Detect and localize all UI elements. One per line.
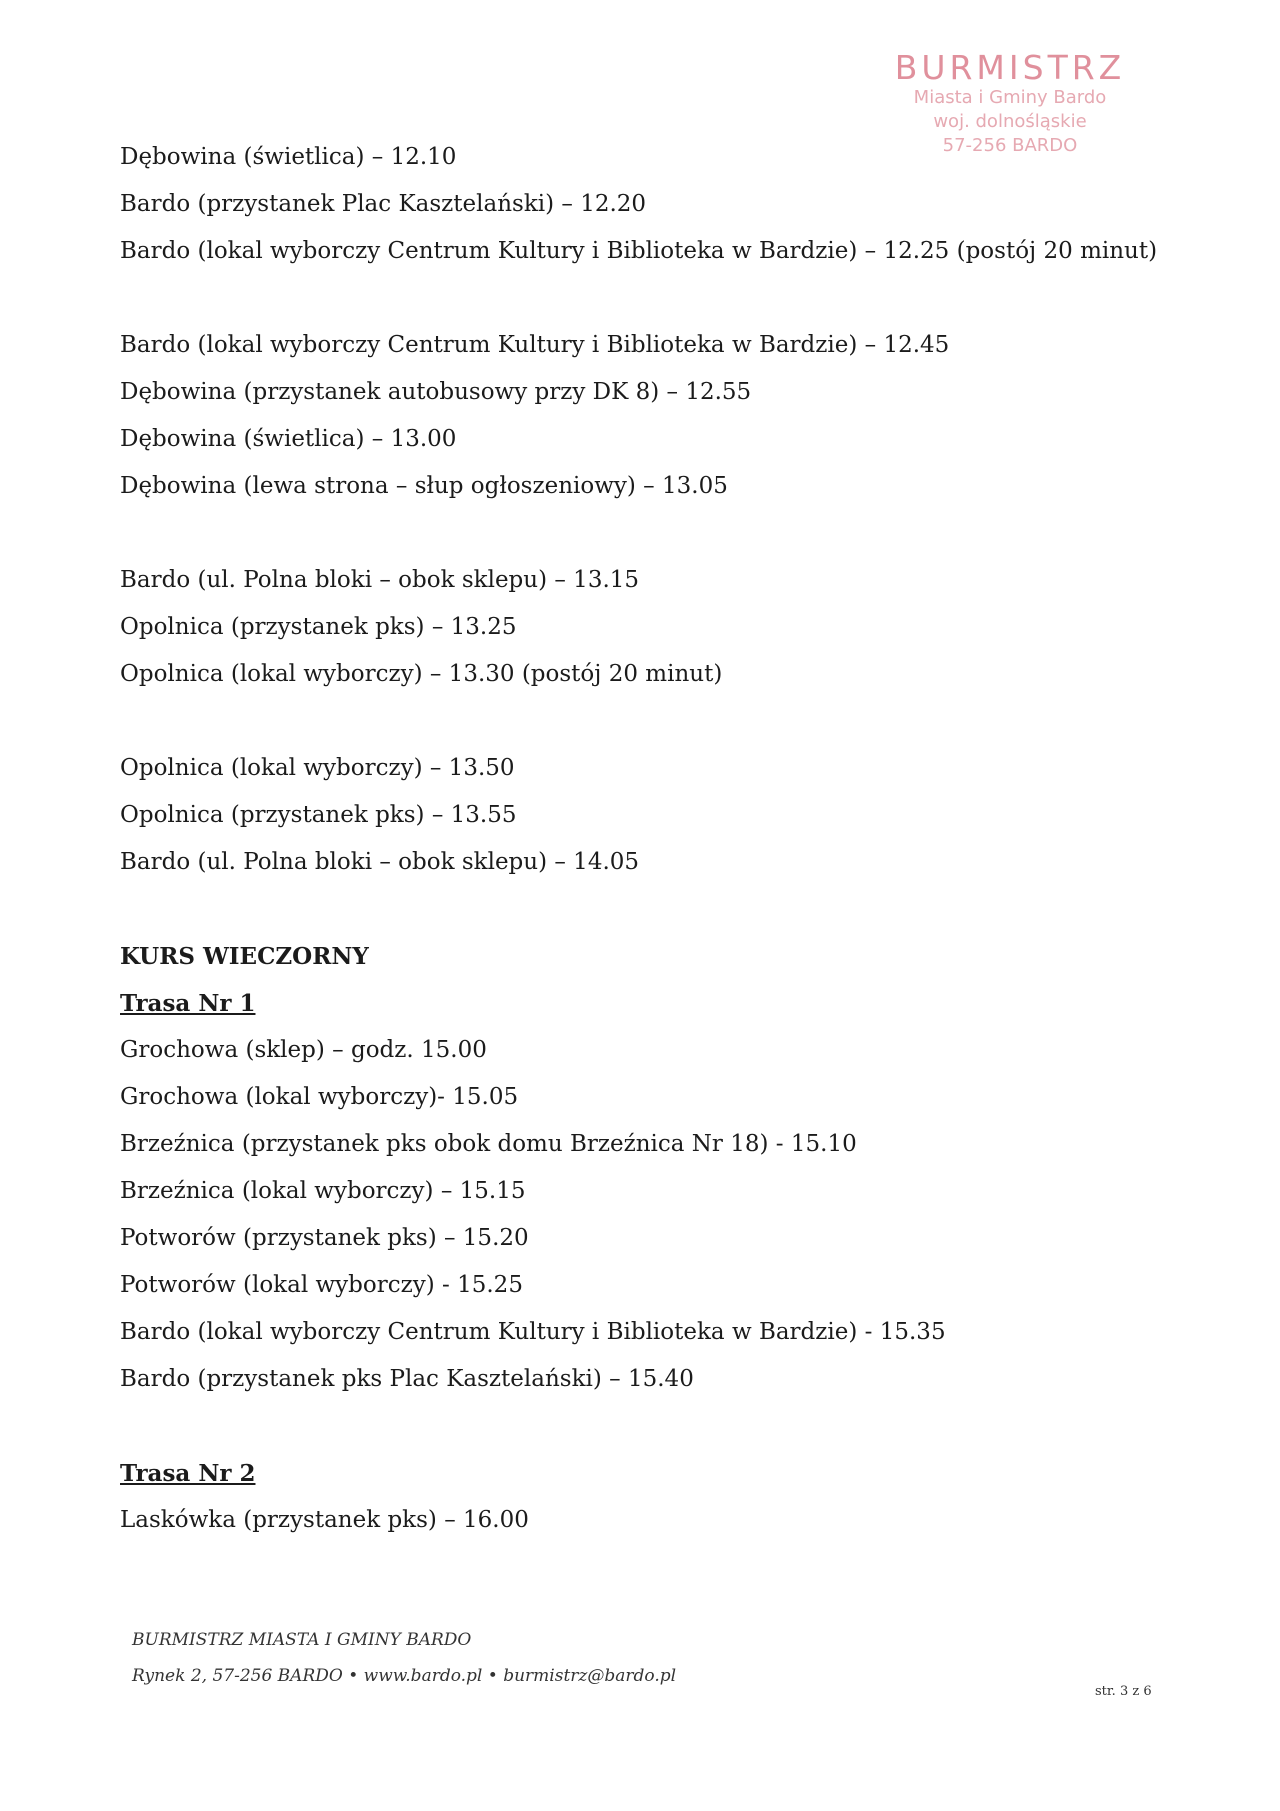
schedule-line: Brzeźnica (przystanek pks obok domu Brzeźnica Nr 18) - 15.10 [120, 1131, 857, 1157]
schedule-line: Bardo (lokal wyborczy Centrum Kultury i Biblioteka w Bardzie) – 12.45 [120, 332, 950, 358]
schedule-line: Bardo (przystanek pks Plac Kasztelański) – 15.40 [120, 1366, 694, 1392]
schedule-line: Dębowina (przystanek autobusowy przy DK 8) – 12.55 [120, 379, 752, 405]
spacer [120, 275, 1180, 322]
spacer [120, 1403, 1180, 1450]
evening-heading: KURS WIECZORNY [120, 943, 369, 970]
schedule-line: Grochowa (sklep) – godz. 15.00 [120, 1037, 487, 1063]
schedule-line: Opolnica (lokal wyborczy) – 13.30 (postój 20 minut) [120, 661, 723, 687]
schedule-body [120, 134, 1180, 1544]
schedule-line: Bardo (lokal wyborczy Centrum Kultury i Biblioteka w Bardzie) – 12.25 (postój 20 minut) [120, 238, 1158, 264]
schedule-line: Potworów (lokal wyborczy) - 15.25 [120, 1272, 523, 1298]
schedule-line: Laskówka (przystanek pks) – 16.00 [120, 1507, 529, 1533]
schedule-line: Bardo (lokal wyborczy Centrum Kultury i Biblioteka w Bardzie) - 15.35 [120, 1319, 946, 1345]
schedule-line: Brzeźnica (lokal wyborczy) – 15.15 [120, 1178, 526, 1204]
schedule-line: Dębowina (świetlica) – 12.10 [120, 144, 457, 170]
page-number: str. 3 z 6 [1095, 1684, 1152, 1699]
spacer [120, 698, 1180, 745]
spacer [120, 510, 1180, 557]
schedule-line: Opolnica (przystanek pks) – 13.55 [120, 802, 517, 828]
schedule-line: Bardo (przystanek Plac Kasztelański) – 12.20 [120, 191, 647, 217]
letterhead-footer [132, 1622, 676, 1694]
footer-office-name: BURMISTRZ MIASTA I GMINY BARDO [132, 1630, 472, 1650]
schedule-line: Opolnica (lokal wyborczy) – 13.50 [120, 755, 515, 781]
schedule-line: Bardo (ul. Polna bloki – obok sklepu) – 14.05 [120, 849, 640, 875]
schedule-line: Grochowa (lokal wyborczy)- 15.05 [120, 1084, 519, 1110]
stamp-line-3: 57-256 BARDO [942, 135, 1078, 156]
stamp-title: BURMISTRZ [894, 48, 1126, 87]
stamp-line-2: woj. dolnośląskie [933, 111, 1087, 132]
spacer [120, 886, 1180, 933]
schedule-line: Potworów (przystanek pks) – 15.20 [120, 1225, 529, 1251]
route-2-title: Trasa Nr 2 [120, 1460, 256, 1487]
footer-address: Rynek 2, 57-256 BARDO • www.bardo.pl • burmistrz@bardo.pl [132, 1666, 677, 1686]
schedule-line: Bardo (ul. Polna bloki – obok sklepu) – 13.15 [120, 567, 640, 593]
schedule-line: Dębowina (lewa strona – słup ogłoszeniowy) – 13.05 [120, 473, 728, 499]
route-1-title: Trasa Nr 1 [120, 990, 256, 1017]
stamp-line-1: Miasta i Gminy Bardo [913, 87, 1107, 108]
schedule-line: Dębowina (świetlica) – 13.00 [120, 426, 457, 452]
schedule-line: Opolnica (przystanek pks) – 13.25 [120, 614, 517, 640]
